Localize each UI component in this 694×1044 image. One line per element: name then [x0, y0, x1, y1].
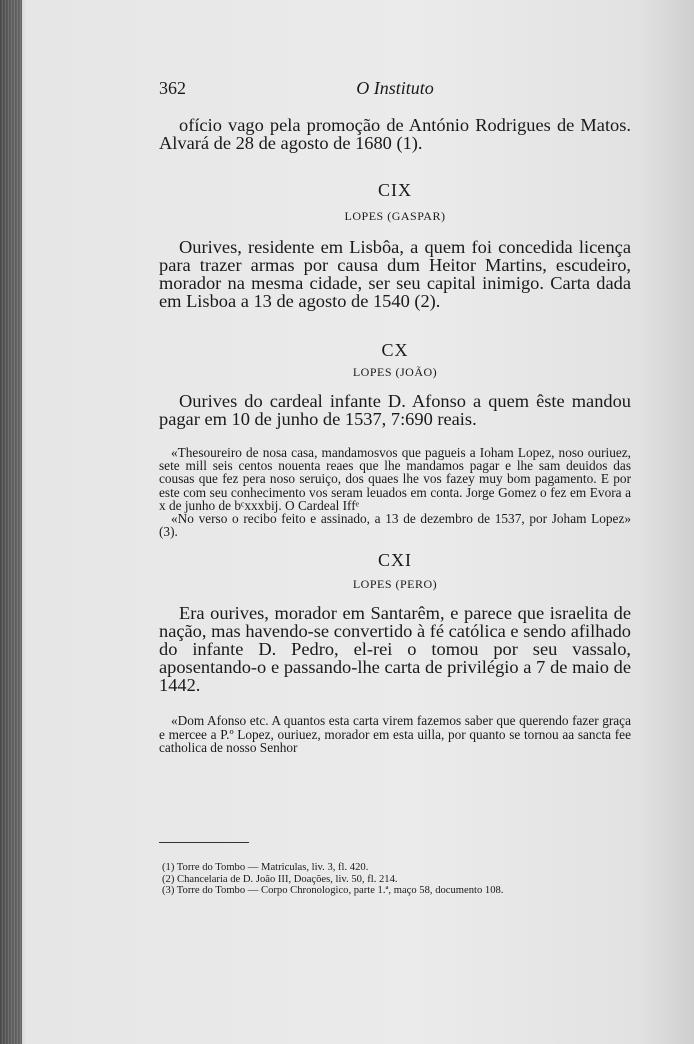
footnotes [162, 862, 622, 897]
entry-number: CIX [378, 180, 412, 200]
quote-note: «No verso o recibo feito e assinado, a 13 de dezembro de 1537, por Joham Lopez» (3). [159, 511, 631, 540]
page-number: 362 [159, 78, 186, 98]
footnote: (1) Torre do Tombo — Matriculas, liv. 3, fl. 420. [162, 862, 369, 873]
entry-name: LOPES (JOÃO) [352, 365, 438, 379]
paragraph-carryover: ofício vago pela promoção de António Rodrigues de Matos. Alvará de 28 de agosto de 1680 (1). [159, 115, 631, 153]
entry-number: CX [381, 340, 409, 360]
entry-text: Era ourives, morador em Santarêm, e parece que israelita de nação, mas havendo-se convertido à fé católica e sendo afilhado do infante D. Pedro, el-rei o tomou por seu vassalo, aposentando-o e passando-lhe carta de privilégio a 7 de maio de 1442. [159, 603, 631, 696]
footnote-rule [159, 842, 249, 843]
running-title: O Instituto [356, 78, 434, 98]
page-edge [0, 0, 22, 1044]
footnote: (2) Chancelaria de D. João III, Doações, liv. 50, fl. 214. [162, 873, 398, 885]
entry-name: LOPES (PERO) [352, 577, 438, 592]
quote-text: «Thesoureiro de nosa casa, mandamosvos que pagueis a Ioham Lopez, noso ouriuez, sete mill seis centos nouenta reaes que lhe mandamos pagar e lhe sam deuidos das cousas que fez pera noso seruiço, dos quaes lhe vos fazey muy bom pagamento. E por este com seu conhecimento vos seram leuados em conta. Jorge Gomez o fez em Evora a x de junho de bᶜxxxbij. O Cardeal Iffᵉ [159, 445, 631, 513]
page-header [159, 78, 631, 100]
quote-text: «Dom Afonso etc. A quantos esta carta virem fazemos saber que querendo fazer graça e mercee a P.º Lopez, ouriuez, morador em esta uilla, por quanto se tornou aa sancta fee catholica de nosso Senhor [159, 713, 631, 755]
entry-number: CXI [378, 550, 412, 571]
entry-text: Ourives, residente em Lisbôa, a quem foi concedida licença para trazer armas por causa dum Heitor Martins, escudeiro, morador na mesma cidade, ser seu capital inimigo. Carta dada em Lisboa a 13 de agosto de 1540 (2). [159, 237, 631, 311]
entry-text: Ourives do cardeal infante D. Afonso a quem êste mandou pagar em 10 de junho de 1537, 7:690 reais. [159, 391, 631, 429]
entry-name: LOPES (GASPAR) [344, 209, 446, 223]
footnote: (3) Torre do Tombo — Corpo Chronologico, parte 1.ª, maço 58, documento 108. [162, 885, 504, 897]
page-content [159, 78, 631, 754]
